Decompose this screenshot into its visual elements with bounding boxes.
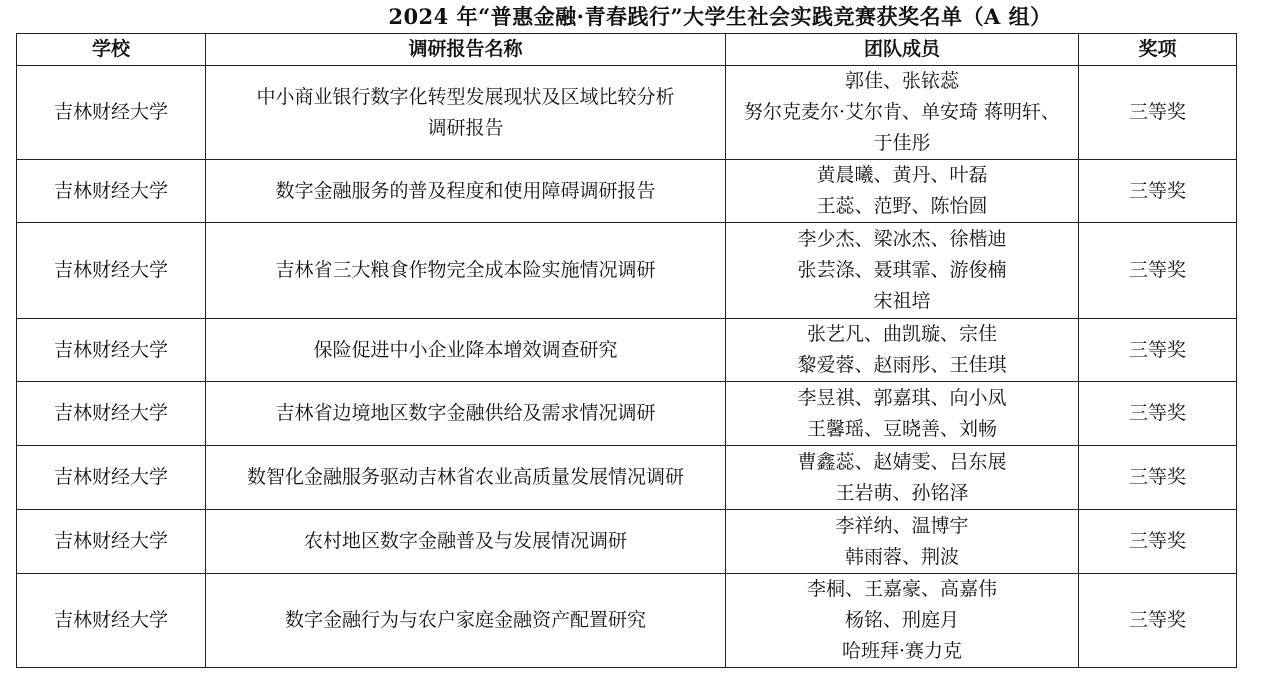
cell-report bbox=[206, 382, 726, 446]
header-school: 学校 bbox=[17, 34, 206, 66]
cell-report bbox=[206, 160, 726, 223]
cell-award: 三等奖 bbox=[1079, 223, 1237, 319]
member-line: 黄晨曦、黄丹、叶磊 bbox=[816, 164, 988, 186]
member-line: 张艺凡、曲凯璇、宗佳 bbox=[806, 323, 997, 345]
member-line: 杨铭、刑庭月 bbox=[844, 609, 959, 631]
report-line: 数字金融服务的普及程度和使用障碍调研报告 bbox=[275, 179, 656, 202]
member-line: 宋祖培 bbox=[873, 290, 931, 312]
table-row bbox=[17, 223, 1237, 319]
cell-school: 吉林财经大学 bbox=[17, 510, 206, 574]
member-line: 韩雨蓉、荆波 bbox=[844, 545, 959, 568]
report-line: 吉林省边境地区数字金融供给及需求情况调研 bbox=[275, 402, 656, 424]
member-line: 努尔克麦尔·艾尔肯、单安琦 蒋明轩、 bbox=[743, 101, 1061, 123]
member-line: 于佳彤 bbox=[873, 132, 931, 154]
cell-school: 吉林财经大学 bbox=[17, 319, 206, 382]
cell-members bbox=[726, 382, 1079, 446]
cell-report bbox=[206, 319, 726, 382]
header-award: 奖项 bbox=[1079, 34, 1237, 66]
cell-school: 吉林财经大学 bbox=[17, 446, 206, 510]
cell-report bbox=[206, 510, 726, 574]
report-line: 吉林省三大粮食作物完全成本险实施情况调研 bbox=[275, 259, 656, 281]
member-line: 曹鑫蕊、赵婧雯、吕东展 bbox=[797, 450, 1007, 473]
cell-report bbox=[206, 223, 726, 319]
report-line: 保险促进中小企业降本增效调查研究 bbox=[313, 338, 618, 361]
member-line: 李少杰、梁冰杰、徐楷迪 bbox=[797, 228, 1007, 250]
member-line: 李祥纳、温博宇 bbox=[835, 514, 969, 537]
page-title: 2024 年“普惠金融·青春践行”大学生社会实践竞赛获奖名单（A 组） bbox=[388, 4, 1052, 29]
cell-school: 吉林财经大学 bbox=[17, 223, 206, 319]
member-line: 哈班拜·赛力克 bbox=[841, 640, 963, 662]
cell-award: 三等奖 bbox=[1079, 319, 1237, 382]
report-line: 调研报告 bbox=[427, 116, 504, 139]
table-row bbox=[17, 382, 1237, 446]
table-header-row bbox=[17, 34, 1237, 66]
awards-table bbox=[16, 33, 1237, 668]
table-row bbox=[17, 160, 1237, 223]
cell-school: 吉林财经大学 bbox=[17, 160, 206, 223]
report-line: 数字金融行为与农户家庭金融资产配置研究 bbox=[284, 609, 646, 631]
cell-report bbox=[206, 446, 726, 510]
cell-report bbox=[206, 574, 726, 668]
member-line: 郭佳、张铱蕊 bbox=[844, 70, 959, 92]
cell-members bbox=[726, 446, 1079, 510]
table-row bbox=[17, 510, 1237, 574]
cell-members bbox=[726, 574, 1079, 668]
member-line: 李桐、王嘉豪、高嘉伟 bbox=[806, 578, 997, 600]
cell-members bbox=[726, 66, 1079, 160]
cell-award: 三等奖 bbox=[1079, 160, 1237, 223]
cell-award: 三等奖 bbox=[1079, 382, 1237, 446]
cell-award: 三等奖 bbox=[1079, 66, 1237, 160]
cell-school: 吉林财经大学 bbox=[17, 66, 206, 160]
member-line: 黎爱蓉、赵雨彤、王佳琪 bbox=[797, 354, 1007, 376]
table-row bbox=[17, 446, 1237, 510]
header-report: 调研报告名称 bbox=[206, 34, 726, 66]
cell-award: 三等奖 bbox=[1079, 446, 1237, 510]
cell-school: 吉林财经大学 bbox=[17, 382, 206, 446]
table-row bbox=[17, 319, 1237, 382]
cell-school: 吉林财经大学 bbox=[17, 574, 206, 668]
table-row bbox=[17, 66, 1237, 160]
cell-members bbox=[726, 319, 1079, 382]
cell-members bbox=[726, 223, 1079, 319]
member-line: 王岩萌、孙铭泽 bbox=[835, 481, 969, 504]
member-line: 王蕊、范野、陈怡圆 bbox=[816, 195, 988, 217]
report-line: 农村地区数字金融普及与发展情况调研 bbox=[303, 530, 627, 552]
report-line: 数智化金融服务驱动吉林省农业高质量发展情况调研 bbox=[246, 466, 684, 488]
cell-members bbox=[726, 160, 1079, 223]
cell-report bbox=[206, 66, 726, 160]
member-line: 王馨瑶、豆晓善、刘畅 bbox=[806, 417, 997, 440]
member-line: 张芸涤、聂琪霏、游俊楠 bbox=[797, 259, 1007, 281]
cell-award: 三等奖 bbox=[1079, 510, 1237, 574]
table-row bbox=[17, 574, 1237, 668]
cell-award: 三等奖 bbox=[1079, 574, 1237, 668]
report-line: 中小商业银行数字化转型发展现状及区域比较分析 bbox=[256, 85, 675, 108]
header-members: 团队成员 bbox=[726, 34, 1079, 66]
member-line: 李昱祺、郭嘉琪、向小凤 bbox=[797, 386, 1007, 409]
cell-members bbox=[726, 510, 1079, 574]
